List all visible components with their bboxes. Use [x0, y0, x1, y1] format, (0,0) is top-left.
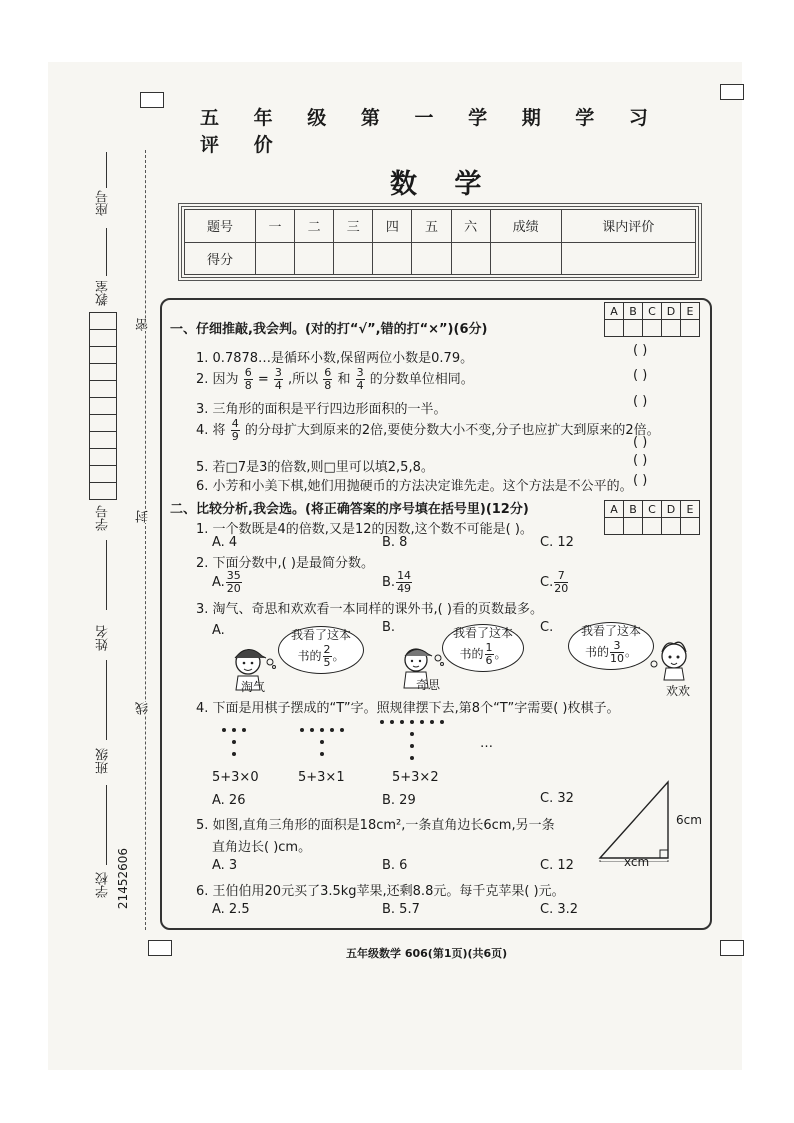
grid-score-cell[interactable] [662, 320, 681, 337]
grid-score-cell[interactable] [624, 320, 643, 337]
grid-letter: B [624, 501, 643, 518]
student-number-grid[interactable] [89, 312, 117, 496]
s2-q4-option-a[interactable]: A. 26 [212, 793, 246, 808]
score-row-label: 得分 [185, 242, 256, 275]
s2-question-5-line2: 直角边长( )cm。 [212, 840, 312, 855]
s2-q6-option-a[interactable]: A. 2.5 [212, 902, 250, 917]
grid-score-cell[interactable] [643, 320, 662, 337]
s2-q3-option-c[interactable]: C. [540, 620, 554, 635]
page-footer: 五年级数学 606(第1页)(共6页) [346, 947, 508, 960]
grid-letter: D [662, 501, 681, 518]
s2-q2-option-c[interactable] [540, 570, 569, 595]
s2-question-5-line1: 5. 如图,直角三角形的面积是18cm²,一条直角边长6cm,另一条 [196, 818, 555, 833]
score-table [184, 209, 696, 275]
grid-score-cell[interactable] [624, 518, 643, 535]
s2-q1-option-b[interactable]: B. 8 [382, 535, 408, 550]
fraction [226, 570, 242, 595]
s2-q3-option-b[interactable]: B. [382, 620, 396, 635]
numerator: 4 [231, 417, 239, 430]
s1-question-3: 3. 三角形的面积是平行四边形面积的一半。 [196, 402, 447, 417]
s1-question-4 [196, 418, 660, 443]
seal-char-mi: 密 [136, 318, 151, 331]
seal-dashed-line [145, 150, 146, 930]
corner-mark-top-right [720, 84, 744, 100]
text: 的分母扩大到原来的2倍,要使分数大小不变,分子也应扩大到原来的2倍。 [244, 423, 660, 438]
text: 的分数单位相同。 [369, 372, 474, 387]
seal-char-xian: 线 [136, 702, 151, 715]
s2-q6-option-b[interactable]: B. 5.7 [382, 902, 420, 917]
text: 4. 将 [196, 423, 226, 438]
section1-answer-grid[interactable] [604, 302, 700, 337]
grid-score-cell[interactable] [605, 320, 624, 337]
section2-heading: 二、比较分析,我会选。(将正确答案的序号填在括号里)(12分) [170, 502, 529, 517]
score-input-cell[interactable] [373, 242, 412, 275]
seal-char-feng: 封 [136, 510, 151, 523]
denominator: 5 [323, 656, 331, 669]
s2-question-4: 4. 下面是用棋子摆成的“T”字。照规律摆下去,第8个“T”字需要( )枚棋子。 [196, 701, 620, 716]
score-table-header-row [185, 210, 696, 243]
numerator: 6 [324, 366, 332, 379]
score-header-cell: 成绩 [490, 210, 561, 243]
speech-bubble-huanhuan [568, 622, 654, 670]
score-input-cell[interactable] [255, 242, 294, 275]
s1-answer-4[interactable]: ( ) [633, 435, 648, 450]
fraction [244, 367, 253, 392]
school-fill-line[interactable] [106, 785, 107, 865]
s2-q2-option-b[interactable] [382, 570, 413, 595]
s1-answer-6[interactable]: ( ) [633, 473, 648, 488]
fraction [610, 640, 624, 665]
name-fill-line[interactable] [106, 540, 107, 610]
s2-q4-option-c[interactable]: C. 32 [540, 791, 574, 806]
fraction [356, 367, 365, 392]
exam-title: 五 年 级 第 一 学 期 学 习 评 价 [200, 107, 662, 156]
section1-heading: 一、仔细推敲,我会判。(对的打“√”,错的打“×”)(6分) [170, 322, 488, 337]
s1-question-5: 5. 若□7是3的倍数,则□里可以填2,5,8。 [196, 460, 434, 475]
grid-letter: E [681, 501, 700, 518]
option-letter: A. [212, 575, 225, 590]
character-name-huanhuan: 欢欢 [666, 684, 691, 698]
denominator: 10 [610, 652, 624, 665]
score-header-cell: 一 [255, 210, 294, 243]
grid-letter: D [662, 303, 681, 320]
score-input-cell[interactable] [412, 242, 451, 275]
student-number-label: 学号 [96, 505, 111, 531]
option-letter: B. [382, 575, 396, 590]
numerator: 3 [610, 640, 624, 653]
section2-answer-grid[interactable] [604, 500, 700, 535]
s2-q3-option-a[interactable]: A. [212, 623, 225, 638]
grid-letter: A [605, 303, 624, 320]
seat-label: 座号 [96, 190, 111, 216]
seat-fill-line[interactable] [106, 152, 107, 188]
s2-question-6: 6. 王伯伯用20元买了3.5kg苹果,还剩8.8元。每千克苹果( )元。 [196, 884, 565, 899]
denominator: 8 [324, 379, 332, 392]
name-label: 姓名 [96, 625, 111, 651]
bubble-text-line2 [569, 640, 653, 665]
numerator: 6 [244, 366, 252, 379]
s1-answer-3[interactable]: ( ) [633, 394, 648, 409]
s1-question-2 [196, 367, 474, 392]
s1-answer-2[interactable]: ( ) [633, 368, 648, 383]
grid-score-cell[interactable] [643, 518, 662, 535]
grid-score-cell[interactable] [662, 518, 681, 535]
s2-question-3: 3. 淘气、奇思和欢欢看一本同样的课外书,( )看的页数最多。 [196, 602, 543, 617]
score-input-cell[interactable] [561, 242, 695, 275]
text: 书的 [584, 645, 609, 659]
bubble-text: 我看了这本 [452, 626, 513, 640]
denominator: 20 [554, 582, 569, 595]
score-input-cell[interactable] [334, 242, 373, 275]
numerator: 3 [356, 366, 364, 379]
fraction [231, 418, 240, 443]
exam-code: 21452606 [116, 848, 130, 910]
text: 书的 [459, 647, 484, 661]
denominator: 6 [485, 654, 493, 667]
grid-score-cell[interactable] [681, 320, 700, 337]
bubble-text-line2 [443, 642, 523, 667]
numerator: 3 [274, 366, 282, 379]
s2-q1-option-a[interactable]: A. 4 [212, 535, 238, 550]
pattern-ellipsis: … [480, 736, 493, 751]
fraction [323, 644, 332, 669]
score-header-cell: 题号 [185, 210, 256, 243]
score-table-score-row [185, 242, 696, 275]
numerator: 2 [323, 643, 331, 656]
grid-letter: E [681, 303, 700, 320]
right-triangle-diagram [596, 778, 672, 862]
s2-question-1: 1. 一个数既是4的倍数,又是12的因数,这个数不可能是( )。 [196, 522, 533, 537]
s1-question-1: 1. 0.7878…是循环小数,保留两位小数是0.79。 [196, 351, 474, 366]
character-name-taoqi: 淘气 [241, 680, 266, 694]
t-label-1: 5+3×0 [212, 770, 259, 785]
numerator: 14 [397, 569, 412, 582]
seat-classroom-line [106, 228, 107, 276]
denominator: 49 [397, 582, 412, 595]
class-label: 班级 [96, 748, 111, 774]
numerator: 35 [226, 569, 241, 582]
text: 2. 因为 [196, 372, 239, 387]
school-label: 学校 [96, 872, 111, 898]
score-header-cell: 二 [295, 210, 334, 243]
fraction [396, 570, 412, 595]
denominator: 4 [274, 379, 282, 392]
score-header-cell: 五 [412, 210, 451, 243]
s1-answer-5[interactable]: ( ) [633, 453, 648, 468]
s2-q1-option-c[interactable]: C. 12 [540, 535, 574, 550]
s2-q5-option-b[interactable]: B. 6 [382, 858, 408, 873]
character-name-qisi: 奇思 [416, 678, 441, 692]
grid-letter: B [624, 303, 643, 320]
s2-q4-option-b[interactable]: B. 29 [382, 793, 416, 808]
triangle-base-label: xcm [624, 855, 650, 869]
text: 和 [337, 372, 351, 387]
speech-bubble-taoqi [278, 626, 364, 674]
text: = [257, 372, 269, 387]
denominator: 9 [231, 430, 239, 443]
denominator: 20 [226, 582, 241, 595]
s1-question-6: 6. 小芳和小美下棋,她们用抛硬币的方法决定谁先走。这个方法是不公平的。 [196, 479, 633, 494]
grid-letter: A [605, 501, 624, 518]
speech-bubble-qisi [442, 624, 524, 672]
grid-letter: C [643, 303, 662, 320]
score-input-cell[interactable] [451, 242, 490, 275]
s1-answer-1[interactable]: ( ) [633, 343, 648, 358]
grid-score-cell[interactable] [681, 518, 700, 535]
grid-score-cell[interactable] [605, 518, 624, 535]
t-label-2: 5+3×1 [298, 770, 345, 785]
score-input-cell[interactable] [295, 242, 334, 275]
corner-mark-bottom-left [148, 940, 172, 956]
bubble-text-line2 [279, 644, 363, 669]
text: 书的 [297, 649, 322, 663]
class-fill-line[interactable] [106, 660, 107, 740]
s2-question-2: 2. 下面分数中,( )是最简分数。 [196, 556, 374, 571]
grid-letter: C [643, 501, 662, 518]
fraction [274, 367, 283, 392]
score-header-cell: 课内评价 [561, 210, 695, 243]
s2-q5-option-a[interactable]: A. 3 [212, 858, 238, 873]
denominator: 8 [244, 379, 252, 392]
text: ,所以 [288, 372, 319, 387]
bubble-text: 我看了这本 [580, 624, 641, 638]
subject-title: 数 学 [390, 169, 496, 200]
s2-q6-option-c[interactable]: C. 3.2 [540, 902, 579, 917]
s2-q2-option-a[interactable] [212, 570, 243, 595]
option-letter: C. [540, 575, 554, 590]
triangle-side-label: 6cm [676, 813, 702, 827]
corner-mark-top-left [140, 92, 164, 108]
fraction [485, 642, 494, 667]
text: 。 [332, 649, 345, 663]
score-input-cell[interactable] [490, 242, 561, 275]
score-header-cell: 六 [451, 210, 490, 243]
fraction [554, 570, 568, 595]
corner-mark-bottom-right [720, 940, 744, 956]
numerator: 1 [485, 641, 493, 654]
text: 。 [625, 645, 638, 659]
denominator: 4 [356, 379, 364, 392]
huanhuan-character-icon [650, 636, 694, 682]
score-table-frame [178, 203, 702, 281]
classroom-label: 教室 [96, 280, 111, 306]
fraction [323, 367, 332, 392]
s2-q5-option-c[interactable]: C. 12 [540, 858, 574, 873]
score-header-cell: 四 [373, 210, 412, 243]
t-label-3: 5+3×2 [392, 770, 439, 785]
bubble-text: 我看了这本 [290, 628, 351, 642]
score-header-cell: 三 [334, 210, 373, 243]
numerator: 7 [554, 570, 568, 583]
text: 。 [494, 647, 507, 661]
